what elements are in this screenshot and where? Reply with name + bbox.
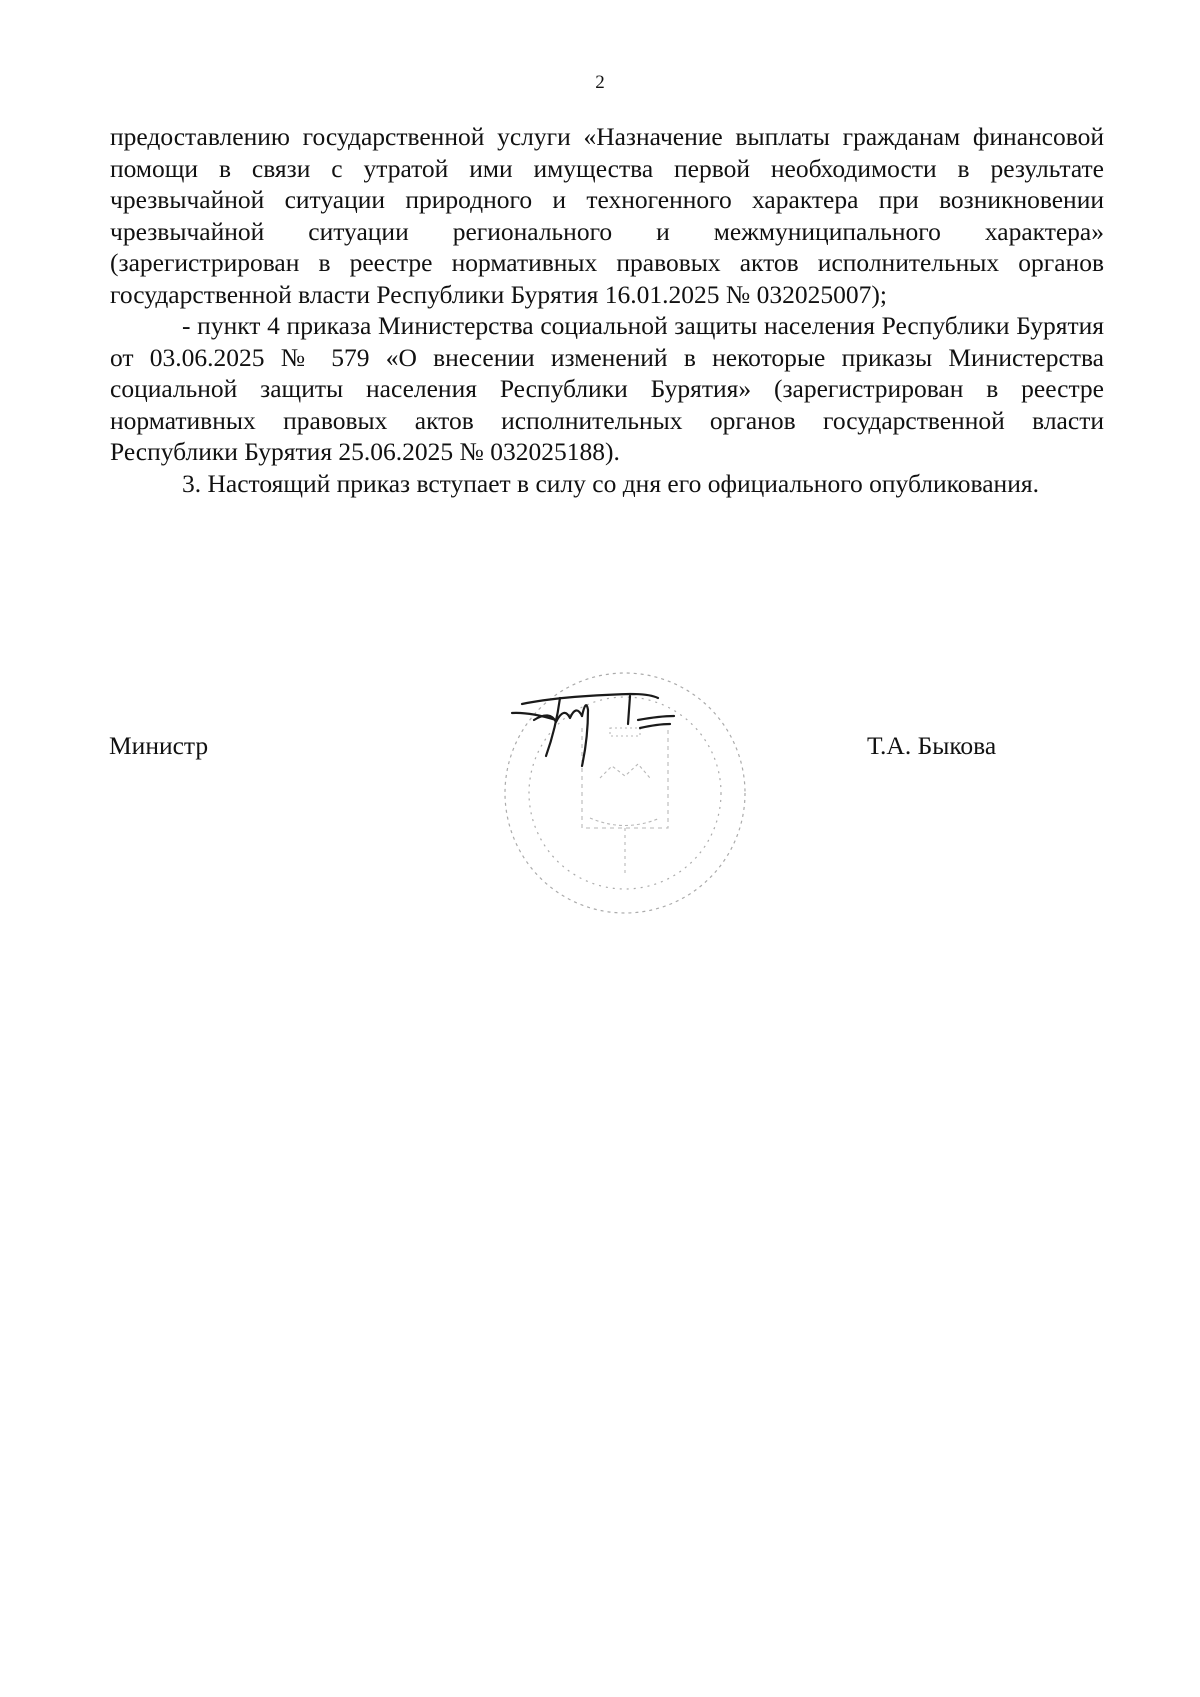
paragraph-effective-date: 3. Настоящий приказ вступает в силу со дня его официального опубликования. (182, 468, 1039, 498)
page-number: 2 (595, 72, 605, 93)
signer-position: Министр (109, 731, 209, 760)
document-body (110, 121, 1104, 499)
signature-block (0, 650, 1200, 920)
paragraph-order-item-4: - пункт 4 приказа Министерства социальной защиты населения Республики Бурятия от 03.06.2025 № 579 «О внесении изменений в некоторые приказы Министерства социальной защиты населения Республики Бурятия» (зарегистрирован в реестре нормативных правовых актов исполнительных органов государственной власти Республики Бурятия 25.06.2025 № 032025188). (110, 311, 1104, 466)
official-seal-stamp (490, 658, 760, 928)
signer-name: Т.А. Быкова (867, 731, 997, 760)
paragraph-service-regulation: предоставлению государственной услуги «Назначение выплаты гражданам финансовой помощи в связи с утратой ими имущества первой необходимости в результате чрезвычайной ситуации природного и техногенного характера при возникновении чрезвычайной ситуации регионального и межмуниципального характера» (зарегистрирован в реестре нормативных правовых актов исполнительных органов государственной власти Республики Бурятия 16.01.2025 № 032025007); (110, 122, 1104, 309)
